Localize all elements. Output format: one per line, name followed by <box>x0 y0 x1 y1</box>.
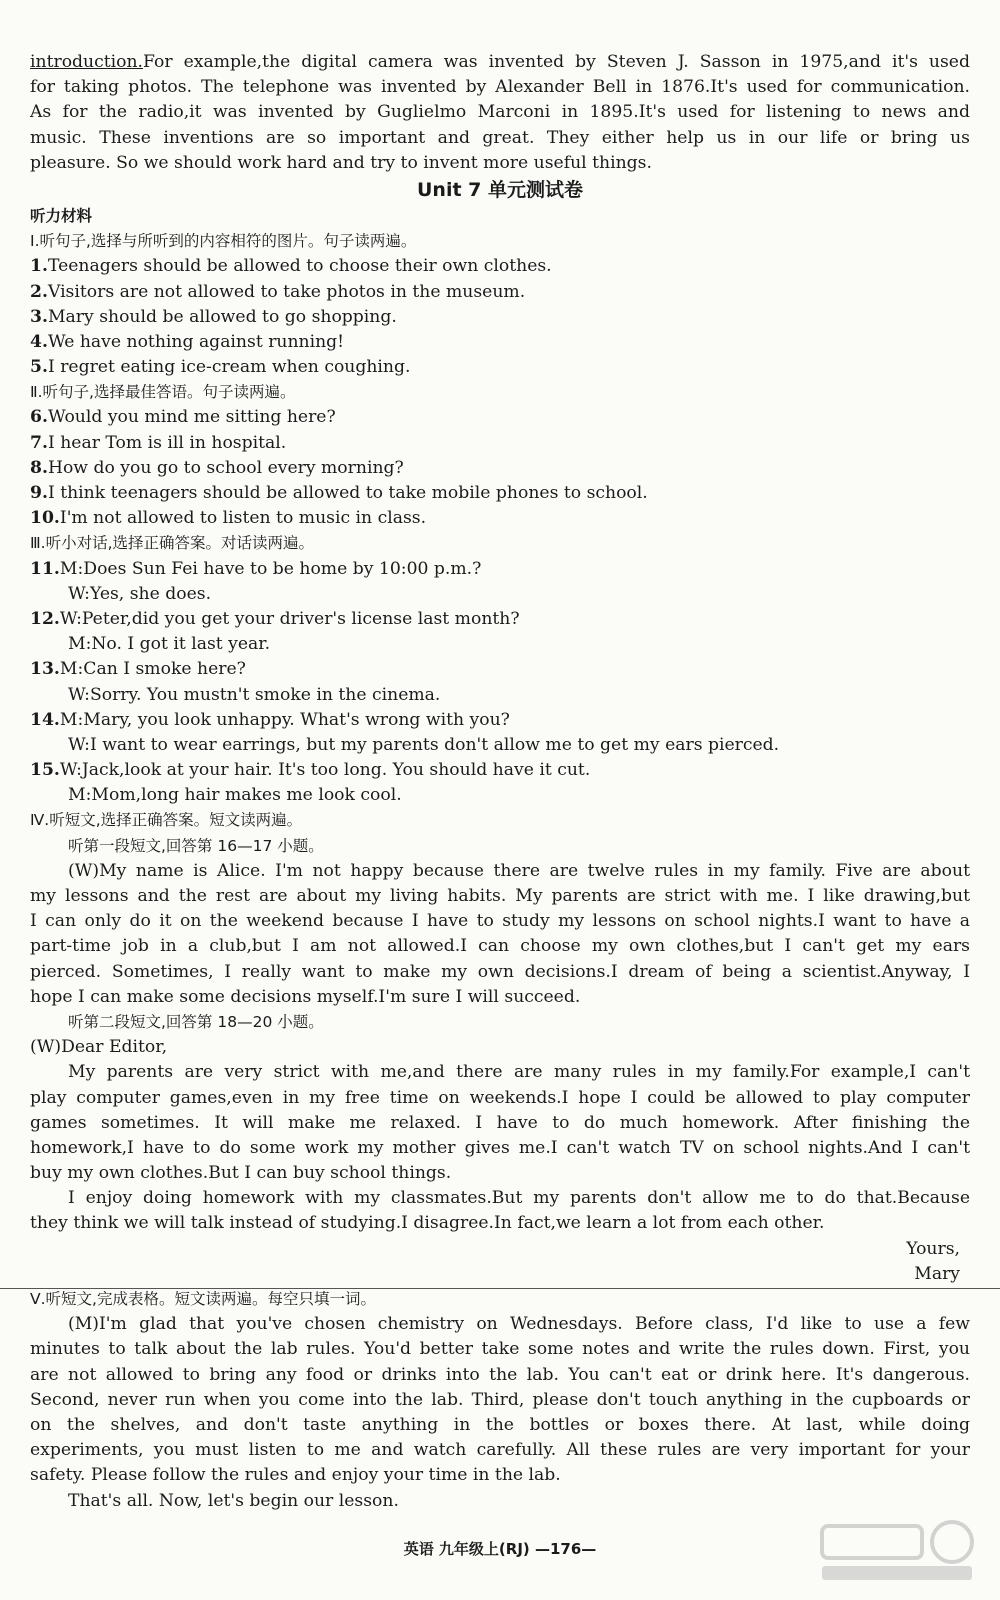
dialogue-line-a: 11.M:Does Sun Fei have to be home by 10:00 p.m.? <box>30 558 482 579</box>
question-item: 9.I think teenagers should be allowed to take mobile phones to school. <box>30 483 648 503</box>
question-item: 2.Visitors are not allowed to take photos in the museum. <box>30 281 526 302</box>
section-1-heading: Ⅰ.听句子,选择与所听到的内容相符的图片。句子读两遍。 <box>30 232 417 251</box>
question-item: 7.I hear Tom is ill in hospital. <box>30 432 287 453</box>
letter-signature: Mary <box>914 1263 960 1284</box>
letter-line: they think we will talk instead of studying.I disagree.In fact,we learn a lot from each other. <box>30 1213 825 1234</box>
section-divider <box>0 1288 1000 1289</box>
question-item: 5.I regret eating ice-cream when coughing. <box>30 357 411 378</box>
question-item: 1.Teenagers should be allowed to choose their own clothes. <box>30 256 552 277</box>
letter-closing: Yours, <box>906 1238 960 1259</box>
passage-1-line: I can only do it on the weekend because I have to study my lessons on school nights.I want to have a <box>30 911 970 932</box>
dialogue-line-a: 12.W:Peter,did you get your driver's license last month? <box>30 608 520 629</box>
section-5-heading: Ⅴ.听短文,完成表格。短文读两遍。每空只填一词。 <box>30 1290 376 1308</box>
passage-1-label: 听第一段短文,回答第 16—17 小题。 <box>68 836 324 855</box>
intro-line-5: pleasure. So we should work hard and try to invent more useful things. <box>30 152 652 173</box>
page-footer: 英语 九年级上(RJ) —176— <box>403 1540 597 1558</box>
dialogue-line-b: W:Sorry. You mustn't smoke in the cinema. <box>68 684 441 705</box>
passage-3-line: safety. Please follow the rules and enjoy your time in the lab. <box>30 1465 561 1486</box>
letter-line: buy my own clothes.But I can buy school things. <box>30 1163 452 1184</box>
letter-line: My parents are very strict with me,and there are many rules in my family.For example,I can't <box>68 1062 970 1083</box>
passage-3-line: (M)I'm glad that you've chosen chemistry on Wednesdays. Before class, I'd like to use a few <box>68 1314 970 1335</box>
intro-line-4: music. These inventions are so important and great. They either help us in our life or bring us <box>30 127 970 148</box>
dialogue-line-b: M:No. I got it last year. <box>68 634 271 655</box>
passage-1-line: hope I can make some decisions myself.I'm sure I will succeed. <box>30 986 581 1007</box>
passage-3-line: on the shelves, and don't taste anything in the bottles or boxes there. At last, while doing <box>30 1414 970 1435</box>
dialogue-line-a: 14.M:Mary, you look unhappy. What's wrong with you? <box>30 709 510 730</box>
passage-1-line: pierced. Sometimes, I really want to make my own decisions.I dream of being a scientist.Anyway, I <box>30 961 970 982</box>
passage-1-line: my lessons and the rest are about my living habits. My parents are strict with me. I like drawing,but <box>30 886 970 906</box>
passage-2-label: 听第二段短文,回答第 18—20 小题。 <box>68 1012 324 1031</box>
question-item: 4.We have nothing against running! <box>30 331 345 352</box>
section-4-heading: Ⅳ.听短文,选择正确答案。短文读两遍。 <box>30 811 303 830</box>
watermark-logo <box>812 1516 982 1586</box>
intro-keyword: introduction. <box>30 52 144 72</box>
question-item: 6.Would you mind me sitting here? <box>30 407 336 428</box>
dialogue-line-b: M:Mom,long hair makes me look cool. <box>68 785 402 806</box>
dialogue-line-b: W:I want to wear earrings, but my parents don't allow me to get my ears pierced. <box>68 734 780 755</box>
section-2-heading: Ⅱ.听句子,选择最佳答语。句子读两遍。 <box>30 383 296 402</box>
passage-1-line: (W)My name is Alice. I'm not happy because there are twelve rules in my family. Five are about <box>68 860 970 881</box>
listening-label: 听力材料 <box>30 206 93 225</box>
passage-3-line: minutes to talk about the lab rules. You'd better take some notes and write the rules down. First, you <box>30 1339 970 1360</box>
question-item: 3.Mary should be allowed to go shopping. <box>30 306 397 327</box>
passage-3-line: experiments, you must listen to me and watch carefully. All these rules are very important for your <box>30 1440 970 1461</box>
letter-line: games sometimes. It will make me relaxed. I have to do much homework. After finishing the <box>30 1112 970 1133</box>
unit-title: Unit 7 单元测试卷 <box>417 178 583 201</box>
content-column <box>30 50 970 1514</box>
question-item: 10.I'm not allowed to listen to music in class. <box>30 508 427 529</box>
dialogue-line-b: W:Yes, she does. <box>68 583 212 604</box>
dialogue-line-a: 15.W:Jack,look at your hair. It's too long. You should have it cut. <box>30 760 591 781</box>
intro-line-2: for taking photos. The telephone was invented by Alexander Bell in 1876.It's used for communication. <box>30 77 970 98</box>
question-item: 8.How do you go to school every morning? <box>30 457 404 478</box>
passage-1-line: part-time job in a club,but I am not allowed.I can choose my own clothes,but I can't get my ears <box>30 936 970 957</box>
intro-line-1: introduction.For example,the digital camera was invented by Steven J. Sasson in 1975,and it's used <box>30 52 970 72</box>
passage-3-closing: That's all. Now, let's begin our lesson. <box>68 1490 399 1511</box>
section-3-heading: Ⅲ.听小对话,选择正确答案。对话读两遍。 <box>30 534 315 553</box>
dialogue-line-a: 13.M:Can I smoke here? <box>30 659 246 680</box>
letter-line: homework,I have to do some work my mother gives me.I can't watch TV on school nights.And I can't <box>30 1137 970 1158</box>
letter-greeting: (W)Dear Editor, <box>30 1037 168 1058</box>
letter-line: play computer games,even in my free time on weekends.I hope I could be allowed to play computer <box>30 1087 970 1108</box>
passage-3-line: are not allowed to bring any food or drinks into the lab. You can't eat or drink here. It's dangerous. <box>30 1364 970 1385</box>
letter-line: I enjoy doing homework with my classmates.But my parents don't allow me to do that.Because <box>68 1188 970 1209</box>
intro-line-3: As for the radio,it was invented by Guglielmo Marconi in 1895.It's used for listening to news and <box>30 102 970 123</box>
passage-3-line: Second, never run when you come into the lab. Third, please don't touch anything in the cupboards or <box>30 1389 970 1410</box>
